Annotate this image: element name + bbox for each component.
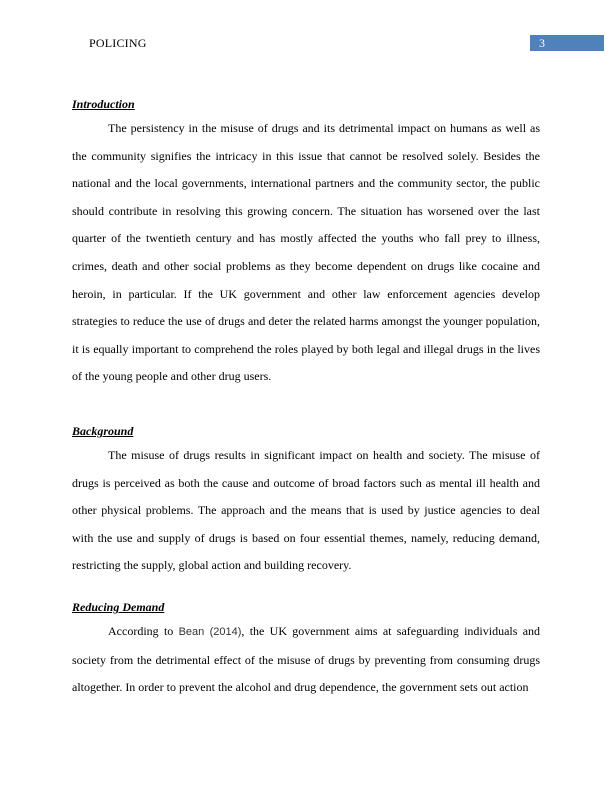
paragraph-text-rest: , the UK government aims at safeguarding individuals and society from the detrimental effect of the misuse of drugs by preventing from consuming drugs altogether. In order to prevent the alcohol and drug dependence, the government sets out action	[72, 624, 541, 695]
citation-link[interactable]: Bean (2014)	[178, 626, 242, 638]
background-heading: Background	[72, 424, 134, 438]
background-section	[72, 424, 540, 580]
introduction-section	[72, 97, 540, 391]
reducing-demand-heading: Reducing Demand	[72, 600, 165, 614]
page-number-badge: 3	[530, 35, 604, 51]
running-header-title: POLICING	[89, 36, 147, 50]
introduction-heading: Introduction	[72, 97, 135, 111]
paragraph-text-lead: According to	[108, 624, 179, 638]
introduction-paragraph: The persistency in the misuse of drugs and its detrimental impact on humans as well as the community signifies the intricacy in this issue that cannot be resolved solely. Besides the national and the local governments, international partners and the community sector, the public should contribute in resolving this growing concern. The situation has worsened over the last quarter of the twentieth century and has mostly affected the youths who fall prey to illness, crimes, death and other social problems as they become dependent on drugs like cocaine and heroin, in particular. If the UK government and other law enforcement agencies develop strategies to reduce the use of drugs and deter the related harms amongst the younger population, it is equally important to comprehend the roles played by both legal and illegal drugs in the lives of the young people and other drug users.	[72, 121, 540, 384]
background-paragraph: The misuse of drugs results in significant impact on health and society. The misuse of drugs is perceived as both the cause and outcome of broad factors such as mental ill health and other physical problems. The approach and the means that is used by justice agencies to deal with the use and supply of drugs is based on four essential themes, namely, reducing demand, restricting the supply, global action and building recovery.	[72, 448, 540, 573]
reducing-demand-paragraph	[72, 618, 540, 702]
reducing-demand-section	[72, 600, 540, 702]
